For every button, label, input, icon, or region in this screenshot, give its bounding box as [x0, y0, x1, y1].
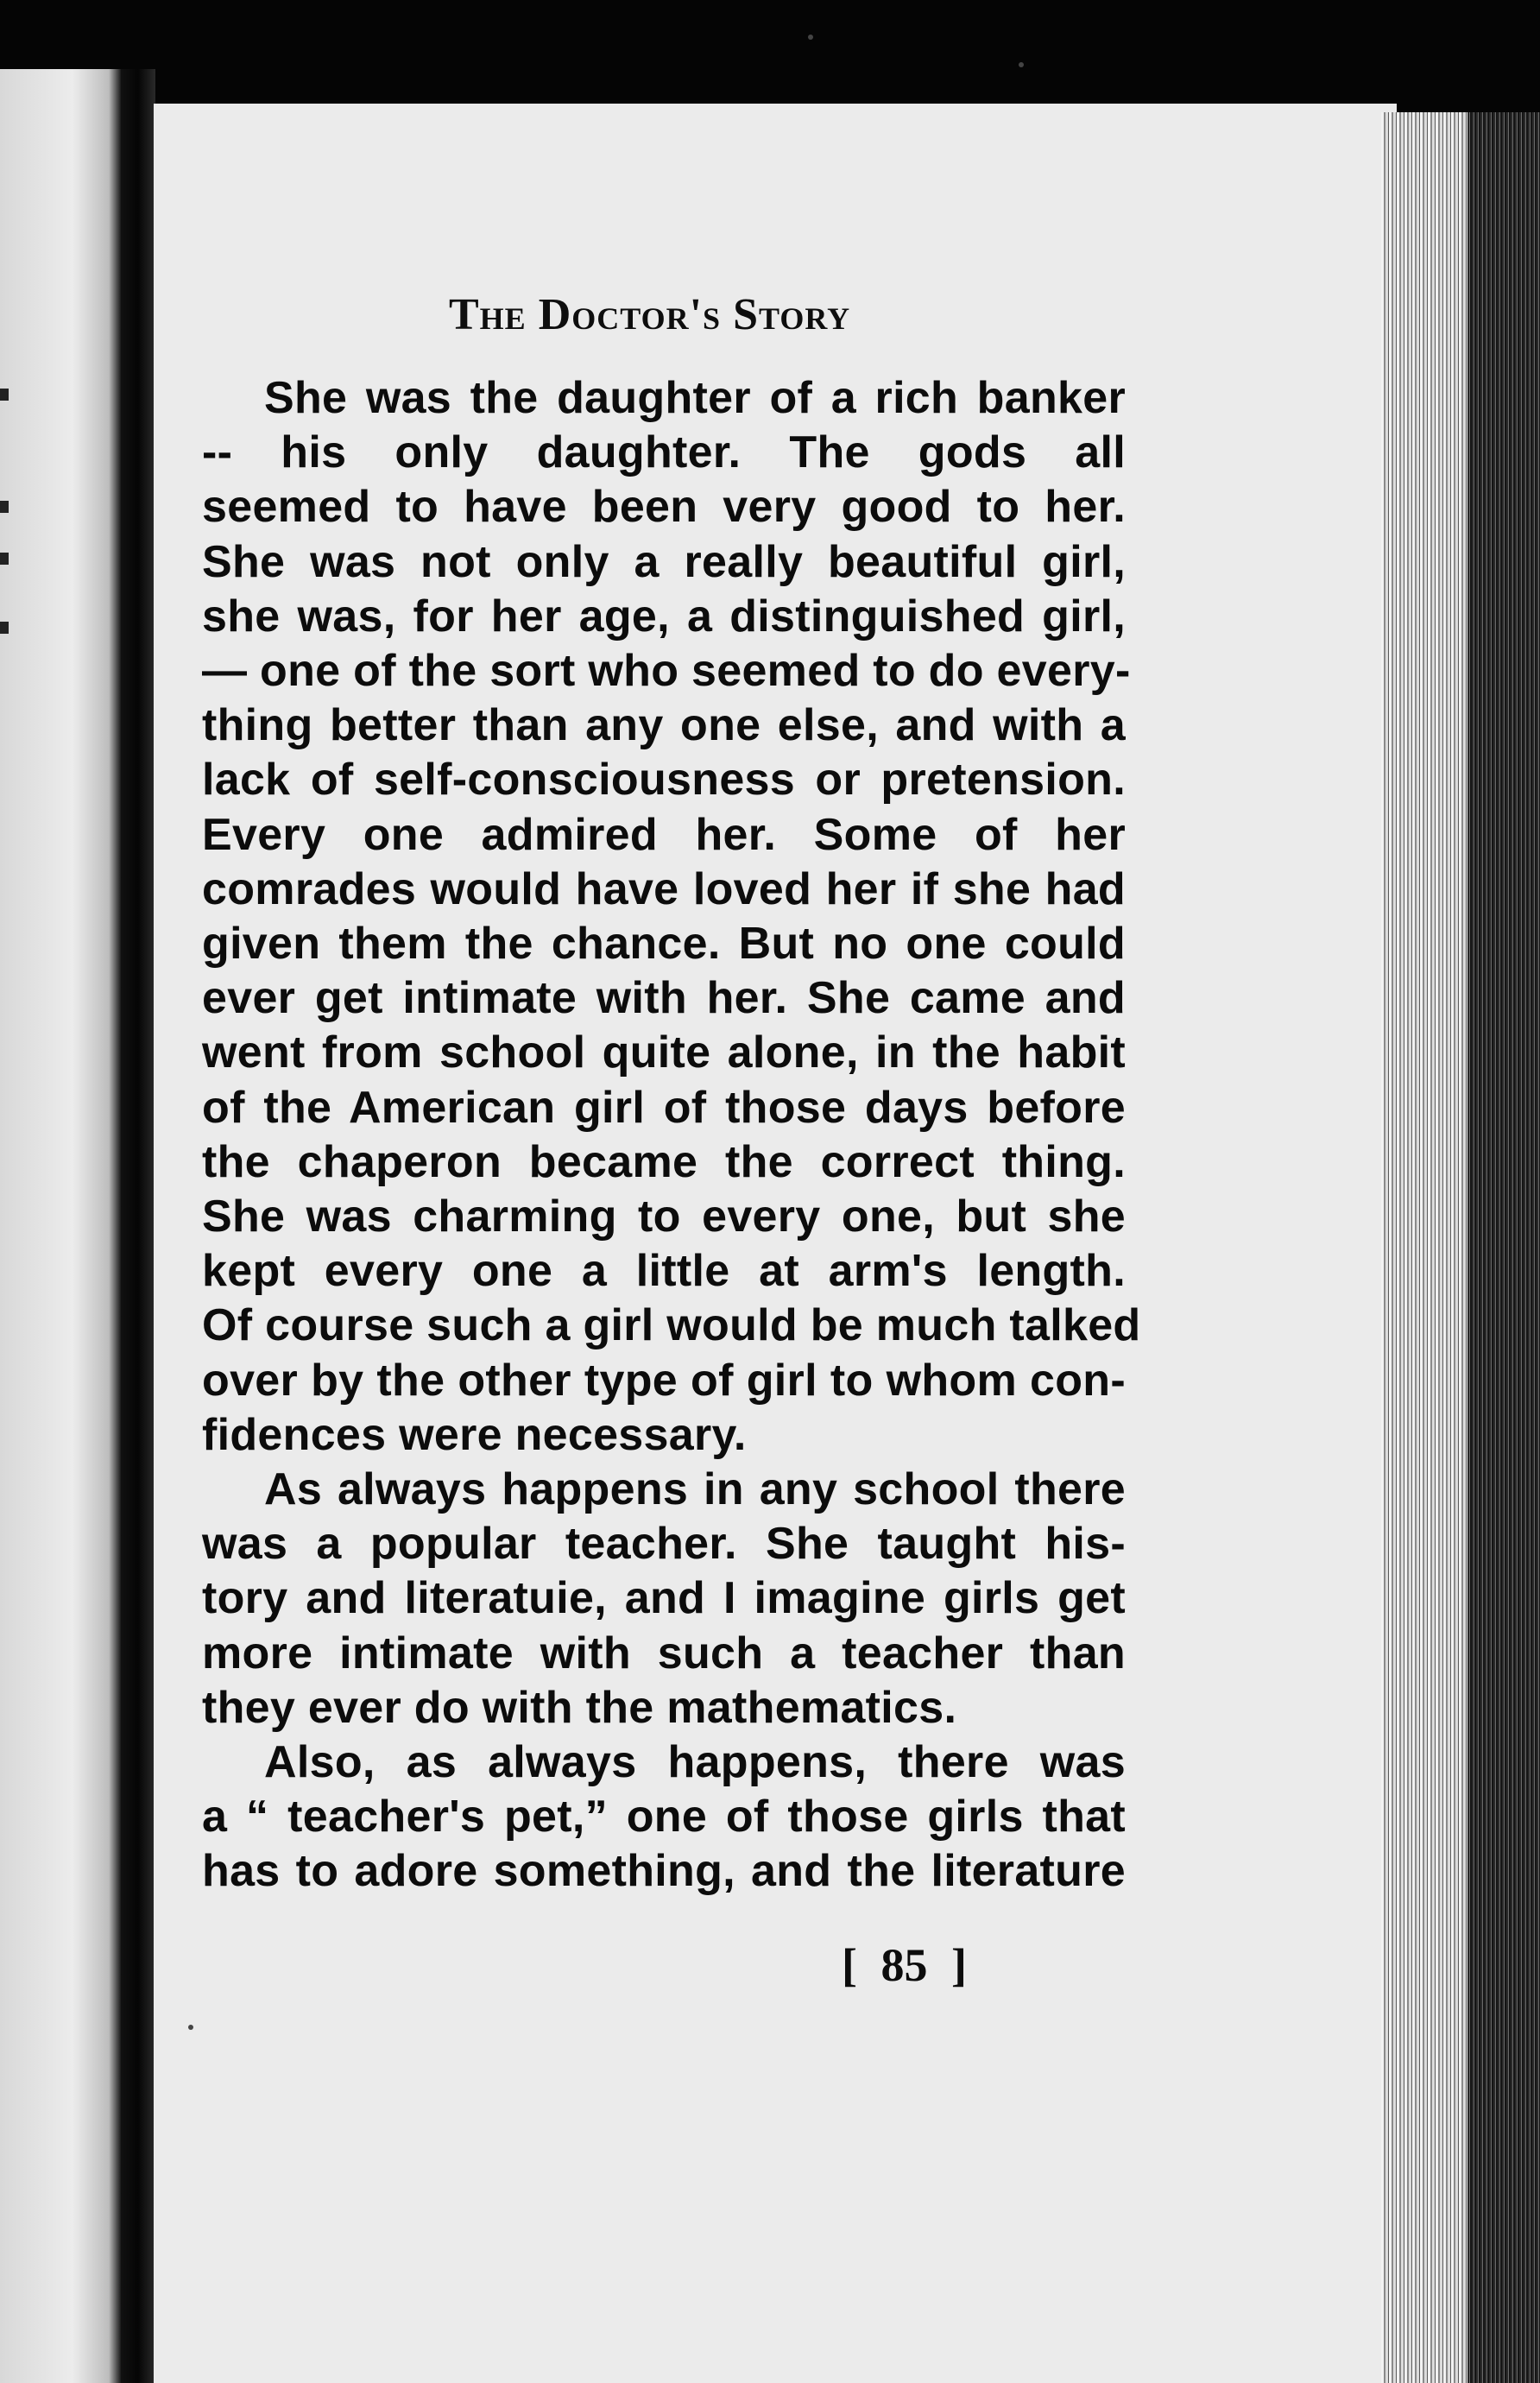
text-line: lack of self-consciousness or pretension. — [202, 755, 1126, 806]
paragraph-1 — [202, 371, 1141, 1463]
text-line: given them the chance. But no one could — [202, 919, 1126, 970]
text-line: She was the daughter of a rich banker — [264, 373, 1126, 423]
text-line: fidences were necessary. — [202, 1409, 747, 1460]
text-line: As always happens in any school there — [264, 1464, 1126, 1515]
dust-speck — [1019, 62, 1024, 67]
text-line: went from school quite alone, in the habit — [202, 1027, 1126, 1078]
previous-page-marks — [0, 69, 12, 2383]
text-line: of the American girl of those days before — [202, 1082, 1126, 1133]
book-gutter — [121, 69, 155, 2383]
page-body — [202, 371, 1141, 1899]
text-line: tory and literatuie, and I imagine girls get — [202, 1573, 1126, 1624]
text-line: was a popular teacher. She taught his- — [202, 1519, 1126, 1570]
dust-speck — [808, 35, 813, 40]
text-line: ever get intimate with her. She came and — [202, 973, 1126, 1024]
text-line: She was charming to every one, but she — [202, 1192, 1126, 1242]
text-line: thing better than any one else, and with a — [202, 700, 1126, 751]
previous-page-edge — [0, 69, 121, 2383]
text-line: the chaperon became the correct thing. — [202, 1136, 1126, 1187]
text-line: She was not only a really beautiful girl, — [202, 536, 1126, 587]
text-line: — one of the sort who seemed to do every- — [202, 646, 1131, 697]
text-line: she was, for her age, a distinguished girl, — [202, 591, 1126, 642]
text-line: more intimate with such a teacher than — [202, 1628, 1126, 1678]
page-edges-shadow — [1467, 112, 1540, 2383]
text-line: has to adore something, and the literature — [202, 1846, 1126, 1897]
text-line: -- his only daughter. The gods all — [202, 427, 1126, 478]
running-head: The Doctor's Story — [449, 290, 851, 339]
text-line: Every one admired her. Some of her — [202, 809, 1126, 860]
page-number: [ 85 ] — [842, 1939, 967, 1991]
dust-speck — [188, 2025, 193, 2030]
text-line: kept every one a little at arm's length. — [202, 1246, 1126, 1297]
paragraph-2 — [202, 1463, 1126, 1735]
text-line: seemed to have been very good to her. — [202, 482, 1126, 533]
paragraph-3 — [202, 1735, 1126, 1899]
text-line: comrades would have loved her if she had — [202, 863, 1126, 914]
text-line: Also, as always happens, there was — [264, 1737, 1126, 1788]
text-line: a “ teacher's pet,” one of those girls that — [202, 1792, 1126, 1843]
text-line: they ever do with the mathematics. — [202, 1682, 957, 1733]
text-line: over by the other type of girl to whom con- — [202, 1355, 1126, 1406]
text-line: Of course such a girl would be much talked — [202, 1300, 1141, 1351]
